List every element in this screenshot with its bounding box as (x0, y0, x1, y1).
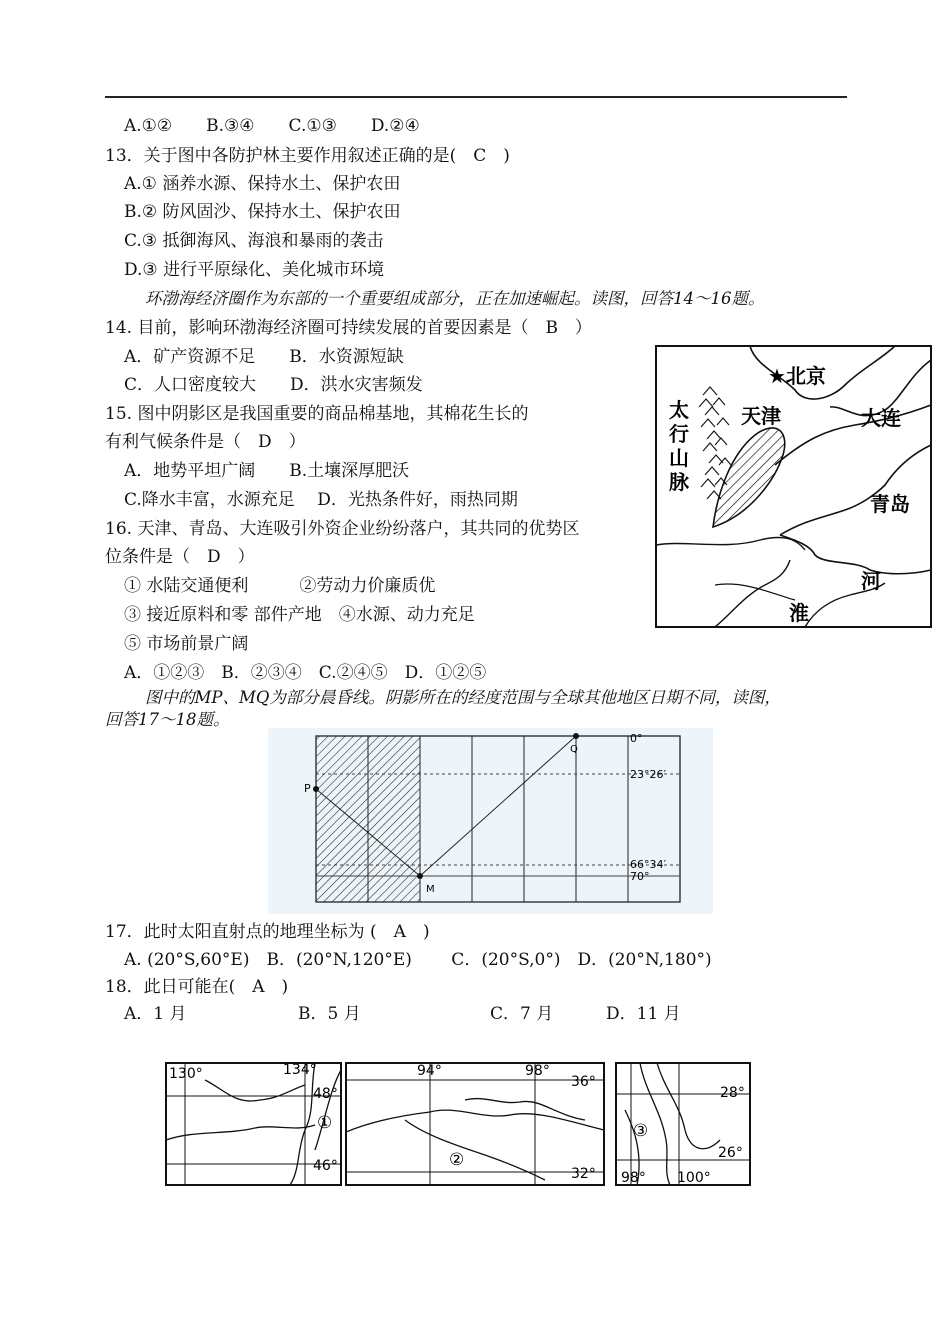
label-taihang-3: 山 (669, 446, 689, 470)
label-lat-23: 23°26′ (630, 768, 666, 781)
label-beijing: ★北京 (768, 364, 826, 388)
m3-label-98: 98° (621, 1170, 646, 1186)
q18-option-c: C．7 月 (490, 1004, 554, 1024)
q15-stem-line2: 有利气候条件是（ D ） (105, 432, 306, 452)
label-he: 河 (861, 569, 881, 593)
q12-options: A.①② B.③④ C.①③ D.②④ (124, 116, 420, 136)
label-dalian: 大连 (861, 406, 901, 430)
q13-option-b: B.② 防风固沙、保持水土、保护农田 (124, 202, 401, 222)
label-tianjin: 天津 (741, 404, 781, 428)
m1-label-46: 46° (313, 1158, 338, 1174)
q13-option-d: D.③ 进行平原绿化、美化城市环境 (124, 260, 385, 280)
label-taihang-1: 太 (669, 398, 689, 422)
three-regional-maps (165, 1060, 751, 1190)
q17-options: A. (20°S,60°E) B．(20°N,120°E) C．(20°S,0°) D．(20°N,180°) (124, 950, 712, 970)
label-p: P (304, 782, 311, 795)
q15-stem-line1: 15. 图中阴影区是我国重要的商品棉基地，其棉花生长的 (105, 404, 529, 424)
header-rule (105, 96, 847, 98)
point-p (313, 786, 319, 792)
m3-label-100: 100° (677, 1170, 711, 1186)
m2-label-94: 94° (417, 1063, 442, 1079)
q18-option-a: A．1 月 (124, 1004, 187, 1024)
q14-options-cd: C．人口密度较大 D．洪水灾害频发 (124, 375, 423, 395)
label-lat-0: 0° (630, 732, 643, 745)
m1-label-134: 134° (283, 1062, 317, 1078)
q17-stem: 17．此时太阳直射点的地理坐标为 ( A ) (105, 922, 430, 942)
q13-option-a: A.① 涵养水源、保持水土、保护农田 (124, 174, 401, 194)
intro-17-18-line1: 图中的MP、MQ为部分晨昏线。阴影所在的经度范围与全球其他地区日期不同，读图， (145, 688, 781, 707)
m3-label-26: 26° (718, 1145, 743, 1161)
q18-option-d: D．11 月 (606, 1004, 681, 1024)
map-3 (616, 1063, 750, 1186)
m1-label-48: 48° (313, 1086, 338, 1102)
m2-label-98: 98° (525, 1063, 550, 1079)
label-lat-66: 66°34′ (630, 858, 666, 871)
terminator-diagram (268, 728, 713, 914)
label-q: Q (570, 744, 578, 755)
m2-number: ② (449, 1150, 465, 1170)
label-taihang-2: 行 (669, 422, 689, 446)
point-q (573, 733, 579, 739)
q14-options-ab: A．矿产资源不足 B．水资源短缺 (124, 347, 404, 367)
map-1 (166, 1062, 341, 1185)
m3-label-28: 28° (720, 1085, 745, 1101)
q15-options-cd: C.降水丰富，水源充足 D．光热条件好，雨热同期 (124, 490, 518, 510)
q16-choice-line2: ③ 接近原料和零 部件产地 ④水源、动力充足 (124, 605, 475, 625)
m2-label-36: 36° (571, 1074, 596, 1090)
m2-label-32: 32° (571, 1166, 596, 1182)
bohai-economic-circle-map (655, 345, 932, 628)
point-m (417, 873, 423, 879)
m1-number: ① (317, 1113, 333, 1133)
q16-stem-line1: 16. 天津、青岛、大连吸引外资企业纷纷落户，其共同的优势区 (105, 519, 580, 539)
q16-stem-line2: 位条件是（ D ） (105, 547, 255, 567)
q18-stem: 18．此日可能在( A ) (105, 977, 289, 997)
label-lat-70: 70° (630, 870, 650, 883)
q16-choice-line3: ⑤ 市场前景广阔 (124, 634, 249, 654)
label-qingdao: 青岛 (870, 492, 910, 516)
label-m: M (426, 884, 435, 895)
q16-choice-line1: ① 水陆交通便利 ②劳动力价廉质优 (124, 576, 436, 596)
q14-stem: 14. 目前，影响环渤海经济圈可持续发展的首要因素是（ B ） (105, 318, 592, 338)
q15-options-ab: A．地势平坦广阔 B.土壤深厚肥沃 (124, 461, 410, 481)
q16-options: A．①②③ B．②③④ C.②④⑤ D．①②⑤ (124, 663, 487, 683)
m3-number: ③ (633, 1121, 649, 1141)
q13-stem: 13．关于图中各防护林主要作用叙述正确的是( C ) (105, 146, 510, 166)
label-huai: 淮 (789, 601, 809, 625)
q13-option-c: C.③ 抵御海风、海浪和暴雨的袭击 (124, 231, 384, 251)
intro-17-18-line2: 回答17～18题。 (105, 710, 230, 729)
intro-14-16: 环渤海经济圈作为东部的一个重要组成部分，正在加速崛起。读图，回答14～16题。 (145, 289, 765, 308)
map-2 (346, 1063, 604, 1185)
q18-option-b: B．5 月 (298, 1004, 361, 1024)
label-taihang-4: 脉 (669, 470, 689, 494)
m1-label-130: 130° (169, 1066, 203, 1082)
